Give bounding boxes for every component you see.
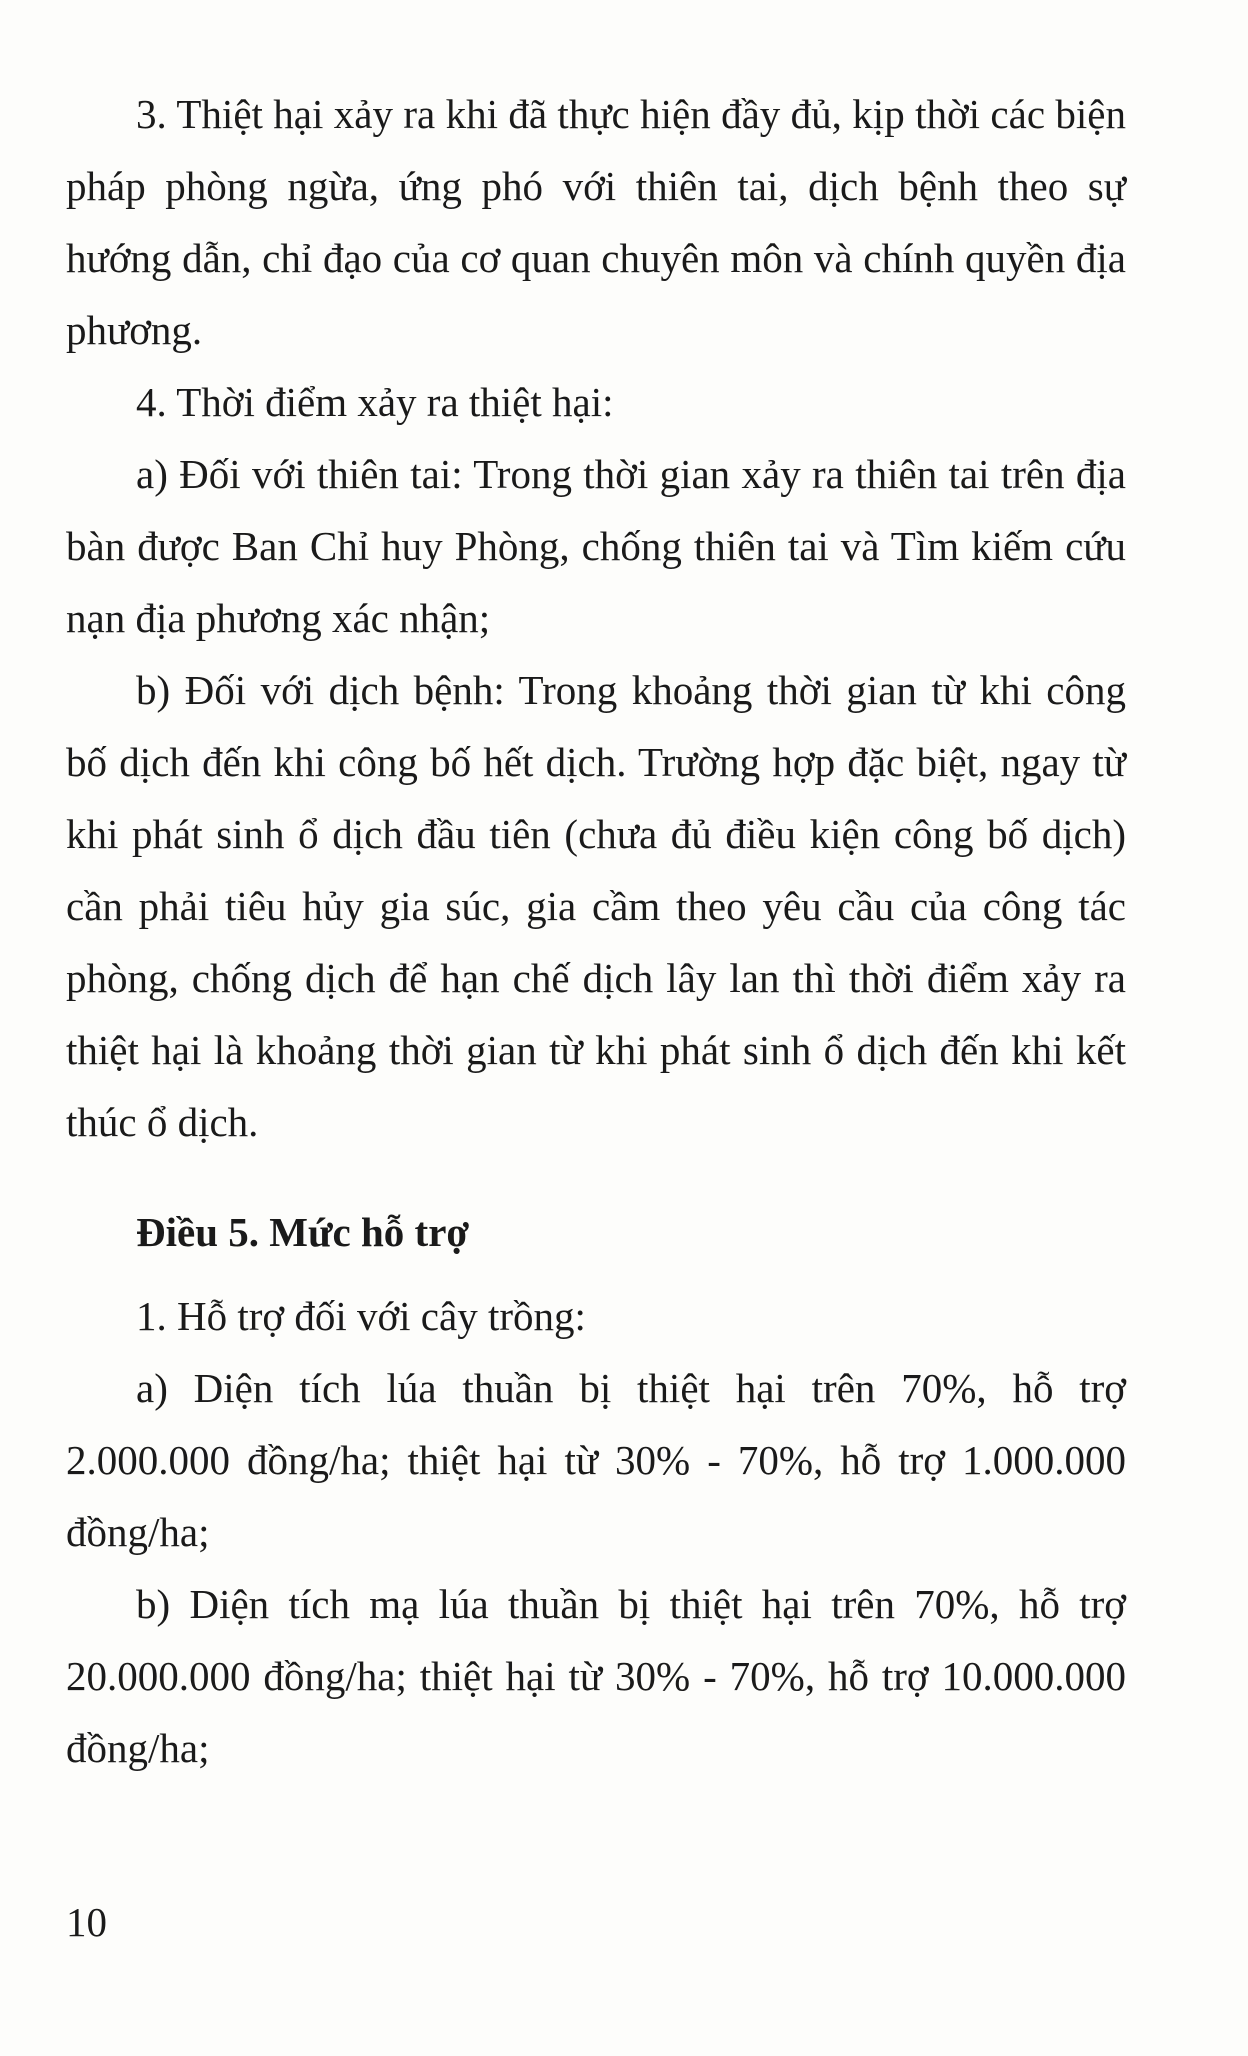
paragraph-item-4b: b) Đối với dịch bệnh: Trong khoảng thời gian từ khi công bố dịch đến khi công bố hết dịch. Trường hợp đặc biệt, ngay từ khi phát sinh ổ dịch đầu tiên (chưa đủ điều kiện công bố dịch) cần phải tiêu hủy gia súc, gia cầm theo yêu cầu của công tác phòng, chống dịch để hạn chế dịch lây lan thì thời điểm xảy ra thiệt hại là khoảng thời gian từ khi phát sinh ổ dịch đến khi kết thúc ổ dịch.: [66, 667, 1126, 1145]
paragraph-item-1: 1. Hỗ trợ đối với cây trồng:: [136, 1293, 586, 1339]
page-number: 10: [66, 1899, 107, 1945]
paragraph-item-1a: a) Diện tích lúa thuần bị thiệt hại trên 70%, hỗ trợ 2.000.000 đồng/ha; thiệt hại từ 30% - 70%, hỗ trợ 1.000.000 đồng/ha;: [66, 1365, 1126, 1555]
paragraph-item-4: 4. Thời điểm xảy ra thiệt hại:: [136, 379, 614, 425]
paragraph-item-4a: a) Đối với thiên tai: Trong thời gian xảy ra thiên tai trên địa bàn được Ban Chỉ huy Phòng, chống thiên tai và Tìm kiếm cứu nạn địa phương xác nhận;: [66, 451, 1126, 641]
body-text: [66, 78, 1126, 1784]
paragraph-item-1b: b) Diện tích mạ lúa thuần bị thiệt hại trên 70%, hỗ trợ 20.000.000 đồng/ha; thiệt hại từ 30% - 70%, hỗ trợ 10.000.000 đồng/ha;: [66, 1581, 1126, 1771]
article-heading: Điều 5. Mức hỗ trợ: [136, 1209, 470, 1255]
paragraph-item-3: 3. Thiệt hại xảy ra khi đã thực hiện đầy đủ, kịp thời các biện pháp phòng ngừa, ứng phó với thiên tai, dịch bệnh theo sự hướng dẫn, chỉ đạo của cơ quan chuyên môn và chính quyền địa phương.: [66, 91, 1126, 353]
